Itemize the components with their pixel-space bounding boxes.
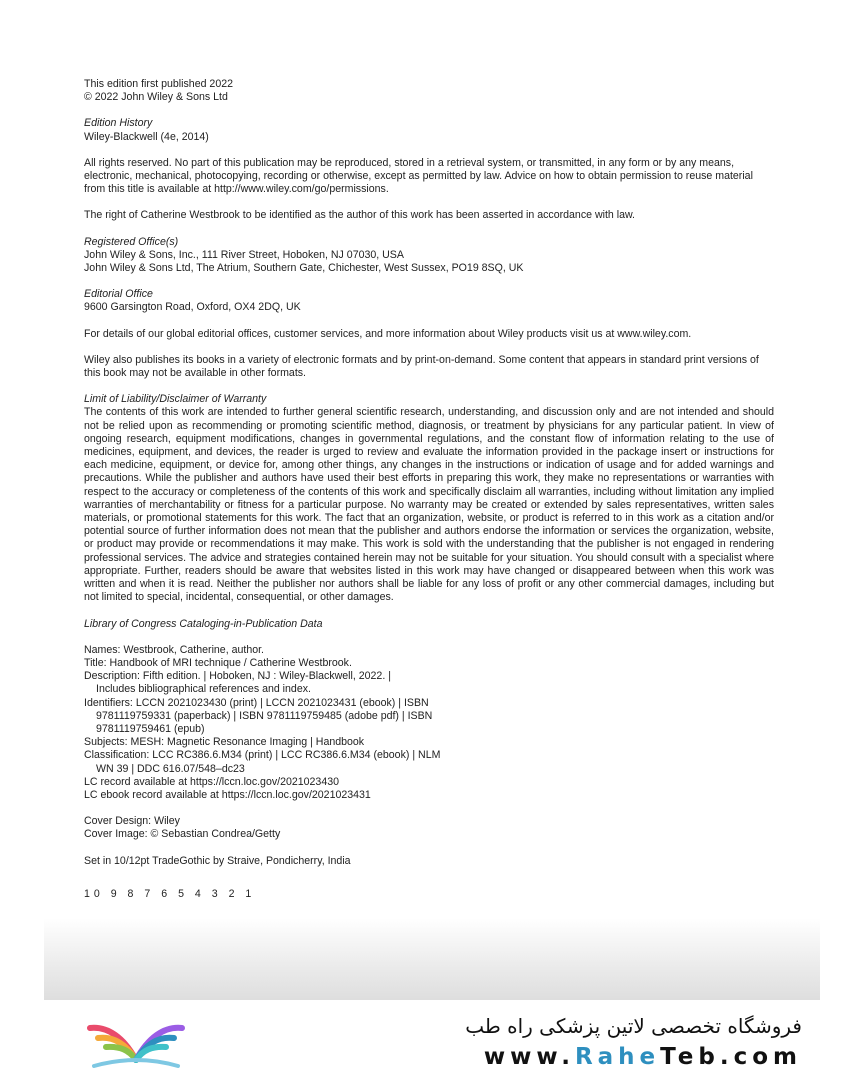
- edition-history-heading: Edition History: [84, 117, 153, 130]
- cip-classification: Classification: LCC RC386.6.M34 (print) | LCC RC386.6.M34 (ebook) | NLM: [84, 749, 441, 762]
- editorial-office-heading: Editorial Office: [84, 288, 153, 301]
- cip-identifiers: Identifiers: LCCN 2021023430 (print) | LCCN 2021023431 (ebook) | ISBN: [84, 696, 429, 709]
- cip-block: [84, 644, 774, 802]
- edition-copyright: © 2022 John Wiley & Sons Ltd: [84, 91, 228, 104]
- cover-design: Cover Design: Wiley: [84, 815, 180, 828]
- rights-text: All rights reserved. No part of this publication may be reproduced, stored in a retrieval system, or transmitted, in any form or by any means, electronic, mechanical, photocopying, recording or otherwise, except as permitted by law. Advice on how to obtain permission to reuse material from this title is available at http://www.wiley.com/go/permissions.: [84, 156, 753, 196]
- store-url-brand-2: Teb: [660, 1044, 720, 1070]
- rights-block: [84, 157, 774, 197]
- author-right-text: The right of Catherine Westbrook to be identified as the author of this work has been asserted in accordance with law.: [84, 209, 635, 222]
- edition-block: [84, 78, 774, 104]
- store-url[interactable]: [484, 1044, 802, 1070]
- cip-lc-ebook-record: LC ebook record available at https://lccn.loc.gov/2021023431: [84, 788, 371, 801]
- cip-description: Description: Fifth edition. | Hoboken, NJ : Wiley-Blackwell, 2022. |: [84, 670, 391, 683]
- global-offices-text: For details of our global editorial offices, customer services, and more information about Wiley products visit us at www.wiley.com.: [84, 327, 692, 340]
- page-shadow: [44, 918, 820, 1000]
- registered-office-line: John Wiley & Sons, Inc., 111 River Street, Hoboken, NJ 07030, USA: [84, 248, 404, 261]
- registered-office-heading: Registered Office(s): [84, 235, 179, 248]
- cip-names: Names: Westbrook, Catherine, author.: [84, 643, 264, 656]
- warranty-block: [84, 393, 774, 604]
- print-line: 10 9 8 7 6 5 4 3 2 1: [84, 887, 256, 900]
- formats-block: [84, 354, 774, 380]
- registered-office-block: [84, 236, 774, 276]
- typeset-block: [84, 855, 774, 868]
- cip-identifiers-cont: 9781119759331 (paperback) | ISBN 9781119759485 (adobe pdf) | ISBN: [96, 709, 433, 722]
- formats-text: Wiley also publishes its books in a variety of electronic formats and by print-on-demand. Some content that appears in standard print versions of this book may not be available in other formats.: [84, 353, 759, 380]
- edition-history-block: [84, 117, 774, 143]
- typeset-text: Set in 10/12pt TradeGothic by Straive, Pondicherry, India: [84, 854, 351, 867]
- cip-description-cont: Includes bibliographical references and index.: [96, 683, 311, 696]
- warranty-text: The contents of this work are intended to further general scientific research, understanding, and discussion only and are not intended and should not be relied upon as recommending or promoting scientific method, diagnosis, or treatment by physicians for any particular patient. In view of ongoing research, equipment modifications, changes in governmental regulations, and the constant flow of information relating to the use of medicines, equipment, and devices, the reader is urged to review and evaluate the information provided in the package insert or instructions for each medicine, equipment, or device for, among other things, any changes in the instructions or indication of usage and for added warnings and precautions. While the publisher and authors have used their best efforts in preparing this work, they make no representations or warranties with respect to the accuracy or completeness of the contents of this work and specifically disclaim all warranties, including without limitation any implied warranties of merchantability or fitness for a particular purpose. No warranty may be created or extended by sales representatives, written sales materials, or promotional statements for this work. The fact that an organization, website, or product is referred to in this work as a citation and/or potential source of further information does not mean that the publisher and authors endorse the information or services the organization, website, or product may provide or recommendations it may make. This work is sold with the understanding that the publisher is not engaged in rendering professional services. The advice and strategies contained herein may not be suitable for your situation. You should consult with a specialist where appropriate. Further, readers should be aware that websites listed in this work may have changed or disappeared between when this work was written and when it is read. Neither the publisher nor authors shall be liable for any loss of profit or any other commercial damages, including but not limited to special, incidental, consequential, or other damages.: [84, 406, 774, 604]
- open-book-logo-icon: [86, 1010, 186, 1074]
- store-url-brand-1: Rahe: [574, 1044, 661, 1070]
- cip-heading: Library of Congress Cataloging-in-Publication Data: [84, 617, 323, 630]
- warranty-heading: Limit of Liability/Disclaimer of Warranty: [84, 393, 267, 406]
- registered-office-line: John Wiley & Sons Ltd, The Atrium, Southern Gate, Chichester, West Sussex, PO19 8SQ, UK: [84, 262, 524, 275]
- cover-image: Cover Image: © Sebastian Condrea/Getty: [84, 828, 281, 841]
- global-offices-block: [84, 328, 774, 341]
- cip-title: Title: Handbook of MRI technique / Catherine Westbrook.: [84, 656, 352, 669]
- editorial-office-block: [84, 288, 774, 314]
- copyright-page-content: [84, 78, 774, 912]
- cip-classification-cont: WN 39 | DDC 616.07/548–dc23: [96, 762, 245, 775]
- store-url-prefix: www.: [483, 1044, 575, 1070]
- author-right-block: [84, 209, 774, 222]
- edition-published: This edition first published 2022: [84, 78, 233, 90]
- edition-history-text: Wiley-Blackwell (4e, 2014): [84, 130, 209, 143]
- watermark-footer: [0, 1000, 864, 1080]
- store-name-persian: فروشگاه تخصصی لاتین پزشکی راه طب: [465, 1014, 802, 1038]
- cip-heading-block: [84, 618, 774, 631]
- cover-block: [84, 815, 774, 841]
- store-url-suffix: .com: [719, 1044, 802, 1070]
- cip-subjects: Subjects: MESH: Magnetic Resonance Imaging | Handbook: [84, 736, 365, 749]
- cip-lc-record: LC record available at https://lccn.loc.gov/2021023430: [84, 775, 340, 788]
- cip-identifiers-cont: 9781119759461 (epub): [96, 722, 205, 735]
- editorial-office-text: 9600 Garsington Road, Oxford, OX4 2DQ, UK: [84, 301, 301, 314]
